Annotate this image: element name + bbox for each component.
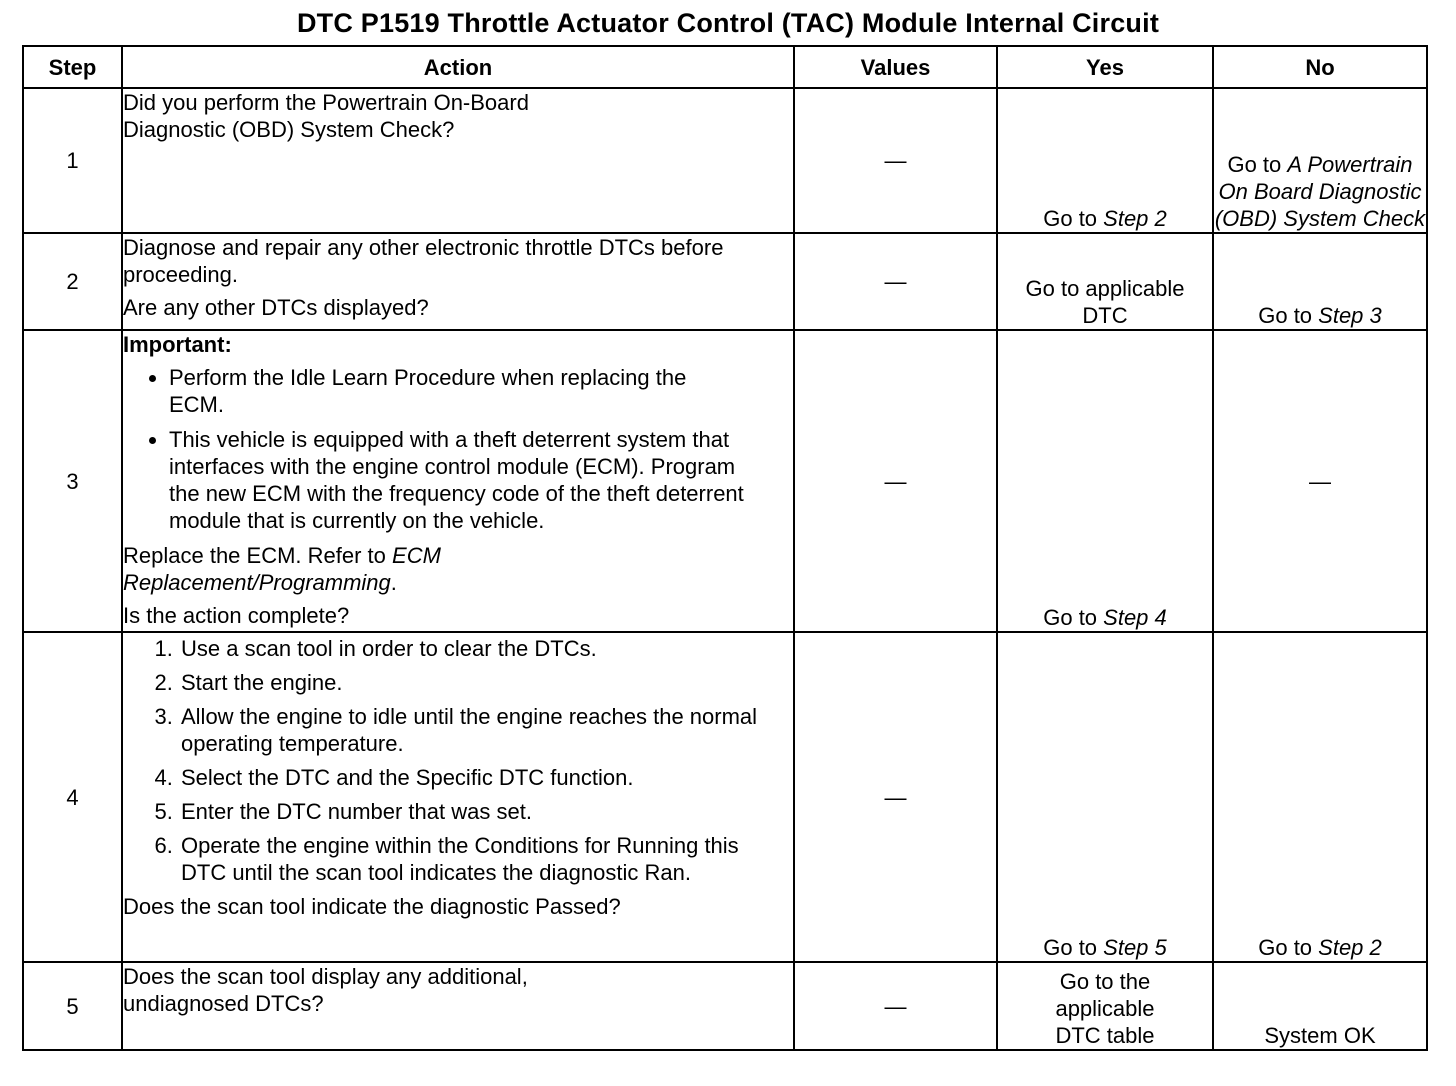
action-text: Diagnose and repair any other electronic throttle DTCs before proceeding. [123,235,724,287]
header-action: Action [122,46,794,88]
no-link-step-3[interactable]: Step 3 [1318,303,1382,328]
step-number: 4 [23,632,122,962]
table-row-step-3 [23,330,1427,632]
procedure-step: 6. Operate the engine within the Conditions for Running this DTC until the scan tool indicates the diagnostic Ran. [179,832,771,886]
yes-cell [997,330,1213,632]
step-number: 3 [23,330,122,632]
values-cell: — [794,330,997,632]
no-prefix: Go to [1227,152,1288,177]
procedure-step: 4. Select the DTC and the Specific DTC function. [179,764,793,791]
yes-cell [997,233,1213,330]
important-notes [123,364,793,534]
diagnostic-table [22,45,1428,1051]
procedure-step: 2. Start the engine. [179,669,793,696]
action-cell [122,233,794,330]
yes-prefix: Go to [1043,206,1104,231]
action-cell [122,632,794,962]
yes-prefix: Go to [1043,605,1104,630]
action-text: Did you perform the Powertrain On-Board Diagnostic (OBD) System Check? [123,90,529,142]
yes-cell [997,632,1213,962]
header-values: Values [794,46,997,88]
note-item: • Perform the Idle Learn Procedure when replacing the ECM. [169,364,729,418]
yes-cell [997,962,1213,1050]
step-number: 1 [23,88,122,233]
action-cell [122,962,794,1050]
action-prefix: Replace the ECM. Refer to [123,543,393,568]
no-prefix: Go to [1258,935,1319,960]
procedure-steps [123,635,793,886]
header-row [23,46,1427,88]
step-number: 2 [23,233,122,330]
values-cell: — [794,233,997,330]
action-question: Are any other DTCs displayed? [123,295,429,320]
table-row-step-2 [23,233,1427,330]
no-cell: System OK [1213,962,1427,1050]
action-text: Does the scan tool display any additional, undiagnosed DTCs? [123,964,528,1016]
procedure-step: 1. Use a scan tool in order to clear the DTCs. [179,635,793,662]
values-cell: — [794,962,997,1050]
header-no: No [1213,46,1427,88]
action-cell [122,330,794,632]
yes-text[interactable]: Go to applicable DTC [1025,276,1185,328]
procedure-step: 3. Allow the engine to idle until the engine reaches the normal operating temperature. [179,703,761,757]
important-label: Important: [123,332,232,357]
action-text [123,542,543,596]
yes-text[interactable]: Go to the applicable DTC table [1055,969,1155,1048]
note-item: • This vehicle is equipped with a theft deterrent system that interfaces with the engine control module (ECM). Program the new ECM with the frequency code of the theft deterrent module that is currently on the vehicle. [169,426,769,534]
header-step: Step [23,46,122,88]
no-link-obd-system-check[interactable]: A Powertrain On Board Diagnostic (OBD) System Check [1214,152,1426,231]
table-row-step-1 [23,88,1427,233]
procedure-step: 5. Enter the DTC number that was set. [179,798,793,825]
yes-cell [997,88,1213,233]
action-question: Does the scan tool indicate the diagnostic Passed? [123,894,621,919]
no-link-step-2[interactable]: Step 2 [1318,935,1382,960]
no-cell: — [1213,330,1427,632]
yes-prefix: Go to [1043,935,1104,960]
yes-link-step-4[interactable]: Step 4 [1103,605,1167,630]
no-cell [1213,88,1427,233]
no-cell [1213,632,1427,962]
ecm-replacement-link[interactable]: ECM Replacement/Programming [123,543,441,595]
action-cell [122,88,794,233]
document-title: DTC P1519 Throttle Actuator Control (TAC) Module Internal Circuit [296,8,1160,38]
action-question: Is the action complete? [123,603,350,628]
yes-link-step-2[interactable]: Step 2 [1103,206,1167,231]
yes-link-step-5[interactable]: Step 5 [1103,935,1167,960]
values-cell: — [794,88,997,233]
no-prefix: Go to [1258,303,1319,328]
table-row-step-5 [23,962,1427,1050]
values-cell: — [794,632,997,962]
step-number: 5 [23,962,122,1050]
no-cell [1213,233,1427,330]
header-yes: Yes [997,46,1213,88]
table-row-step-4 [23,632,1427,962]
action-suffix: . [390,570,397,595]
